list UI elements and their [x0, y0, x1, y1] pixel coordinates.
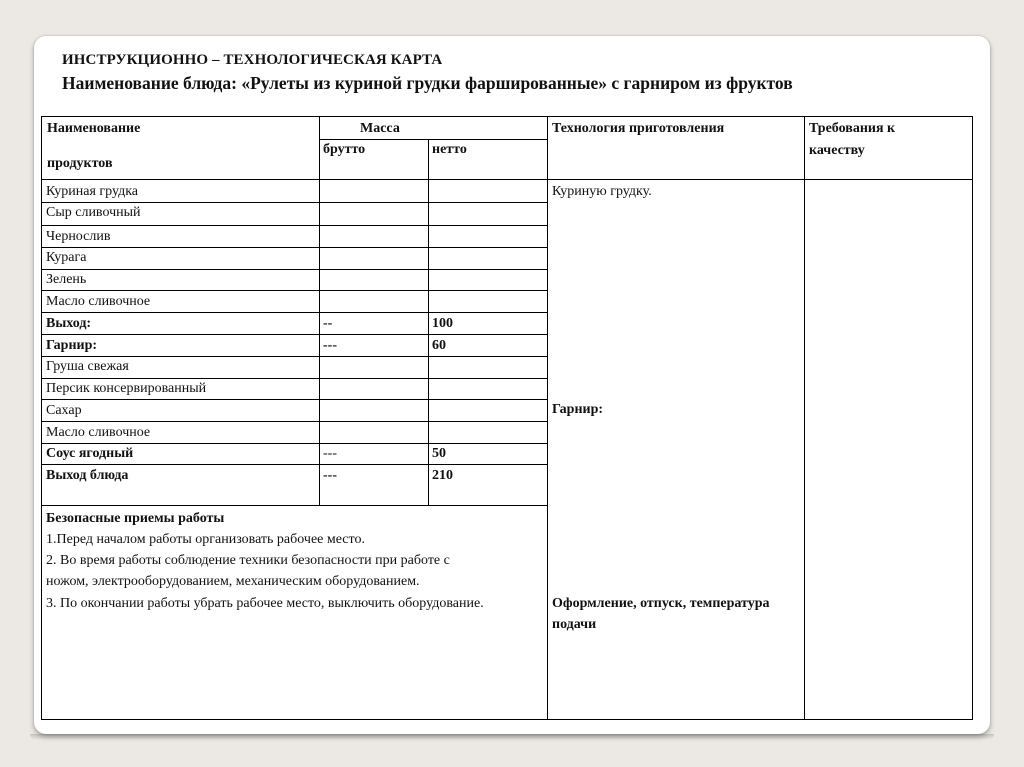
sauce-brutto: --- [323, 446, 337, 461]
row-line [41, 225, 548, 226]
col-divider-netto [428, 139, 429, 505]
header-technology: Технология приготовления [552, 121, 725, 136]
dish-name: Наименование блюда: «Рулеты из куриной грудки фаршированные» с гарниром из фруктов [62, 73, 793, 93]
serving-label: Оформление, отпуск, температура [552, 596, 770, 611]
table-border-bottom [41, 719, 973, 720]
col-divider-mass [319, 116, 320, 505]
product-name: Сыр сливочный [46, 205, 141, 220]
dish-yield-brutto: --- [323, 468, 337, 483]
row-line [41, 269, 548, 270]
product-name: Персик консервированный [46, 381, 207, 396]
slide-shadow [30, 734, 994, 740]
yield-netto: 100 [432, 316, 453, 331]
sauce-netto: 50 [432, 446, 446, 461]
row-line [41, 399, 548, 400]
row-line [41, 247, 548, 248]
header-netto: нетто [432, 142, 467, 157]
technology-garnish-label: Гарнир: [552, 402, 604, 417]
safety-item: 3. По окончании работы убрать рабочее место, выключить оборудование. [46, 596, 484, 611]
table-border-left [41, 116, 42, 720]
header-quality-2: качеству [809, 143, 865, 158]
table-border-right [972, 116, 973, 720]
product-name: Сахар [46, 403, 82, 418]
table-border-top [41, 116, 973, 117]
technology-main-text: Куриную грудку. [552, 184, 652, 199]
yield-label: Выход: [46, 316, 92, 331]
row-line [41, 421, 548, 422]
row-line [41, 290, 548, 291]
row-line [41, 464, 548, 465]
card-title: ИНСТРУКЦИОННО – ТЕХНОЛОГИЧЕСКАЯ КАРТА [62, 52, 443, 68]
row-line [41, 202, 548, 203]
yield-row-bottom-line [41, 505, 548, 506]
header-product-name: Наименование [47, 121, 141, 136]
safety-item: 1.Перед началом работы организовать рабочее место. [46, 532, 365, 547]
sauce-label: Соус ягодный [46, 446, 134, 461]
serving-label-2: подачи [552, 617, 597, 632]
garnish-netto: 60 [432, 338, 446, 353]
safety-item: 2. Во время работы соблюдение техники безопасности при работе с [46, 553, 450, 568]
header-bottom-line [41, 179, 973, 180]
tech-card-table [34, 36, 990, 734]
product-name: Зелень [46, 272, 87, 287]
header-brutto: брутто [323, 142, 366, 157]
col-divider-technology [547, 116, 548, 720]
row-line [41, 356, 548, 357]
product-name: Куриная грудка [46, 184, 139, 199]
row-line [41, 334, 548, 335]
header-product-name-2: продуктов [47, 156, 113, 171]
row-line [41, 378, 548, 379]
safety-title: Безопасные приемы работы [46, 511, 225, 526]
col-divider-quality [804, 116, 805, 720]
garnish-label: Гарнир: [46, 338, 98, 353]
mass-subheader-line [319, 139, 548, 140]
product-name: Курага [46, 250, 87, 265]
dish-yield-label: Выход блюда [46, 468, 129, 483]
yield-brutto: -- [323, 316, 333, 331]
dish-yield-netto: 210 [432, 468, 453, 483]
row-line [41, 312, 548, 313]
garnish-brutto: --- [323, 338, 337, 353]
header-quality: Требования к [809, 121, 896, 136]
header-mass: Масса [360, 121, 400, 136]
product-name: Чернослив [46, 229, 111, 244]
product-name: Груша свежая [46, 359, 129, 374]
slide [34, 36, 990, 734]
product-name: Масло сливочное [46, 425, 151, 440]
product-name: Масло сливочное [46, 294, 151, 309]
row-line [41, 443, 548, 444]
safety-item-cont: ножом, электрооборудованием, механическим оборудованием. [46, 574, 420, 589]
